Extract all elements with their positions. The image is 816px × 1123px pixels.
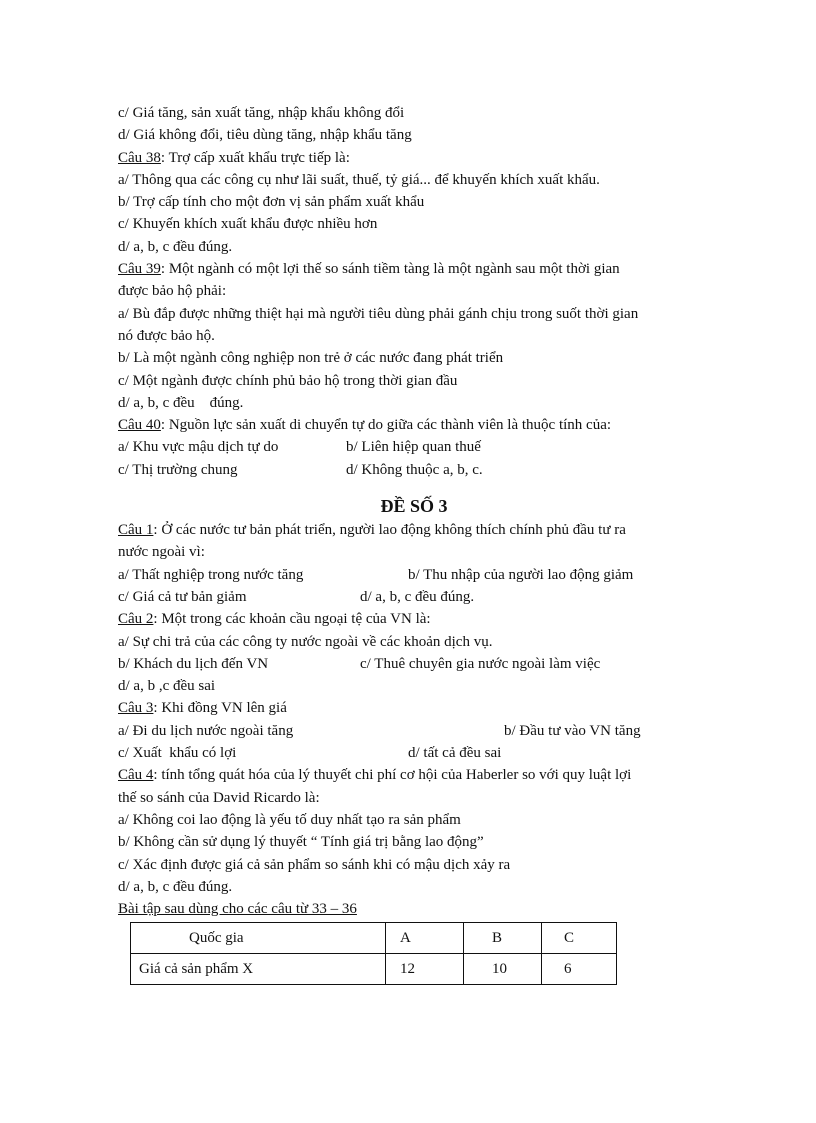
table-cell: 12 bbox=[386, 954, 464, 985]
option-d: d/ a, b ,c đều sai bbox=[118, 678, 216, 695]
question-label: Câu 39 bbox=[118, 261, 161, 278]
question-text: : Khi đồng VN lên giá bbox=[153, 700, 287, 717]
option-a: a/ Thông qua các công cụ như lãi suất, thuế, tỷ giá... để khuyến khích xuất khẩu. bbox=[118, 171, 600, 188]
question-label: Câu 3 bbox=[118, 700, 154, 717]
question-text: : tính tổng quát hóa của lý thuyết chi phí cơ hội của Haberler so với quy luật lợi bbox=[153, 767, 632, 784]
option-b: b/ Thu nhập của người lao động giảm bbox=[408, 566, 634, 583]
option-b: b/ Đầu tư vào VN tăng bbox=[504, 722, 641, 739]
document-page bbox=[118, 102, 700, 985]
option-a-continued: nó được bảo hộ. bbox=[118, 327, 215, 344]
question-label: Câu 4 bbox=[118, 767, 154, 784]
question-2 bbox=[118, 608, 700, 630]
header-cell: Quốc gia bbox=[131, 923, 386, 954]
option-d: d/ Không thuộc a, b, c. bbox=[346, 461, 483, 478]
option-c: c/ Khuyến khích xuất khẩu được nhiều hơn bbox=[118, 216, 378, 233]
question-39 bbox=[118, 258, 700, 280]
option-d: d/ a, b, c đều đúng. bbox=[360, 588, 475, 605]
question-1 bbox=[118, 519, 700, 541]
table-row bbox=[131, 954, 617, 985]
table-cell: 10 bbox=[464, 954, 542, 985]
table-cell: 6 bbox=[542, 954, 617, 985]
option-d: d/ tất cả đều sai bbox=[408, 745, 502, 762]
option-d: d/ a, b, c đều đúng. bbox=[118, 394, 244, 411]
option-line: d/ Giá không đổi, tiêu dùng tăng, nhập khẩu tăng bbox=[118, 127, 412, 144]
question-label: Câu 40 bbox=[118, 417, 161, 434]
option-b: b/ Không cần sử dụng lý thuyết “ Tính giá trị bằng lao động” bbox=[118, 834, 484, 851]
question-text-continued: được bảo hộ phải: bbox=[118, 283, 227, 300]
question-label: Câu 1 bbox=[118, 522, 154, 539]
table-header-row bbox=[131, 923, 617, 954]
question-text: : Một ngành có một lợi thế so sánh tiềm tàng là một ngành sau một thời gian bbox=[160, 261, 620, 278]
question-text: : Ở các nước tư bản phát triển, người lao động không thích chính phủ đầu tư ra bbox=[153, 522, 626, 539]
header-cell: A bbox=[386, 923, 464, 954]
options-row bbox=[118, 436, 700, 458]
question-label: Câu 2 bbox=[118, 611, 154, 628]
options-row bbox=[118, 459, 700, 481]
question-text-continued: nước ngoài vì: bbox=[118, 544, 205, 561]
exercise-title: Bài tập sau dùng cho các câu từ 33 – 36 bbox=[118, 901, 357, 918]
option-c: c/ Xác định được giá cả sản phẩm so sánh khi có mậu dịch xảy ra bbox=[118, 856, 511, 873]
header-cell: B bbox=[464, 923, 542, 954]
option-a: a/ Không coi lao động là yếu tố duy nhất tạo ra sản phẩm bbox=[118, 811, 461, 828]
price-table bbox=[130, 922, 617, 985]
option-line: c/ Giá tăng, sản xuất tăng, nhập khẩu không đổi bbox=[118, 105, 405, 121]
option-a: a/ Đi du lịch nước ngoài tăng bbox=[118, 722, 294, 739]
question-4 bbox=[118, 764, 700, 786]
question-38 bbox=[118, 147, 700, 169]
option-b: b/ Là một ngành công nghiệp non trẻ ở các nước đang phát triển bbox=[118, 350, 504, 367]
option-c: c/ Thuê chuyên gia nước ngoài làm việc bbox=[360, 655, 601, 672]
option-b: b/ Trợ cấp tính cho một đơn vị sản phẩm xuất khẩu bbox=[118, 194, 425, 211]
option-a: a/ Bù đắp được những thiệt hại mà người tiêu dùng phải gánh chịu trong suốt thời gian bbox=[118, 305, 639, 322]
options-row bbox=[118, 586, 700, 608]
option-b: b/ Khách du lịch đến VN bbox=[118, 655, 269, 672]
section-heading: ĐỀ SỐ 3 bbox=[380, 496, 448, 517]
option-c: c/ Một ngành được chính phủ bảo hộ trong thời gian đầu bbox=[118, 372, 458, 389]
option-d: d/ a, b, c đều đúng. bbox=[118, 878, 233, 895]
option-a: a/ Thất nghiệp trong nước tăng bbox=[118, 566, 304, 583]
header-cell: C bbox=[542, 923, 617, 954]
option-d: d/ a, b, c đều đúng. bbox=[118, 238, 233, 255]
question-label: Câu 38 bbox=[118, 149, 161, 166]
option-c: c/ Xuất khẩu có lợi bbox=[118, 745, 237, 762]
options-row bbox=[118, 720, 700, 742]
options-row bbox=[118, 564, 700, 586]
table-cell: Giá cả sản phẩm X bbox=[131, 954, 386, 985]
option-c: c/ Thị trường chung bbox=[118, 461, 238, 478]
option-a: a/ Khu vực mậu dịch tự do bbox=[118, 439, 279, 456]
question-text: : Nguồn lực sản xuất di chuyển tự do giữa các thành viên là thuộc tính của: bbox=[160, 417, 612, 434]
question-text: : Một trong các khoản cầu ngoại tệ của VN là: bbox=[153, 611, 431, 628]
option-c: c/ Giá cả tư bản giảm bbox=[118, 588, 247, 605]
question-40 bbox=[118, 414, 700, 436]
question-3 bbox=[118, 697, 700, 719]
option-a: a/ Sự chi trả của các công ty nước ngoài về các khoản dịch vụ. bbox=[118, 633, 493, 650]
options-row bbox=[118, 653, 700, 675]
option-b: b/ Liên hiệp quan thuế bbox=[346, 439, 481, 456]
question-text-continued: thế so sánh của David Ricardo là: bbox=[118, 789, 320, 806]
question-text: : Trợ cấp xuất khẩu trực tiếp là: bbox=[160, 149, 350, 166]
options-row bbox=[118, 742, 700, 764]
